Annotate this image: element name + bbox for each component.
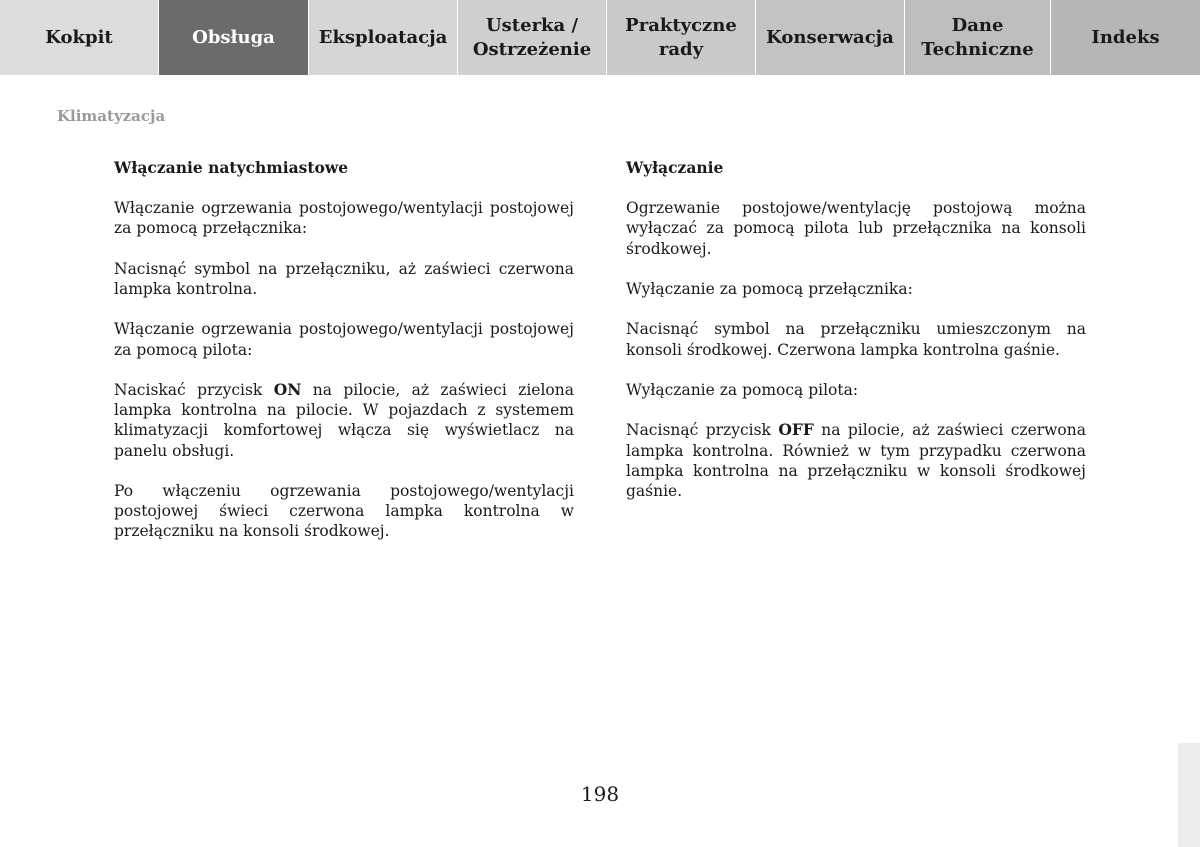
paragraph: Ogrzewanie postojowe/wentylację postojową można wyłączać za pomocą pilota lub przełącznika na konsoli środkowej. bbox=[626, 199, 1086, 258]
heading-wlaczanie-natychmiastowe: Włączanie natychmiastowe bbox=[114, 158, 349, 177]
button-name-on: ON bbox=[273, 379, 302, 399]
button-name-off: OFF bbox=[778, 420, 814, 440]
text: Naciskać przycisk bbox=[114, 380, 274, 399]
chapter-tab-bar bbox=[0, 0, 1200, 75]
paragraph: Wyłączanie za pomocą przełącznika: bbox=[626, 280, 913, 298]
page-number: 198 bbox=[580, 782, 620, 806]
left-column bbox=[114, 158, 574, 562]
paragraph: Nacisnąć symbol na przełączniku umieszczonym na konsoli środkowej. Czerwona lampka kontrolna gaśnie. bbox=[626, 320, 1086, 359]
paragraph bbox=[114, 380, 574, 461]
tab-indeks[interactable] bbox=[1051, 0, 1200, 75]
tab-label: Kokpit bbox=[45, 26, 113, 48]
text: Nacisnąć przycisk bbox=[626, 421, 779, 440]
tab-label: Usterka / Ostrzeżenie bbox=[472, 14, 592, 60]
tab-usterka-ostrzezenie[interactable] bbox=[458, 0, 607, 75]
tab-praktyczne-rady[interactable] bbox=[607, 0, 756, 75]
tab-konserwacja[interactable] bbox=[756, 0, 905, 75]
tab-eksploatacja[interactable] bbox=[309, 0, 458, 75]
paragraph: Włączanie ogrzewania postojowego/wentylacji postojowej za pomocą przełącznika: bbox=[114, 199, 574, 238]
paragraph: Po włączeniu ogrzewania postojowego/wentylacji postojowej świeci czerwona lampka kontrolna w przełączniku na konsoli środkowej. bbox=[114, 481, 574, 541]
paragraph: Nacisnąć symbol na przełączniku, aż zaświeci czerwona lampka kontrolna. bbox=[114, 259, 574, 298]
tab-label: Praktyczne rady bbox=[625, 14, 737, 60]
paragraph: Wyłączanie za pomocą pilota: bbox=[626, 380, 859, 399]
tab-obsluga[interactable] bbox=[159, 0, 309, 75]
tab-kokpit[interactable] bbox=[0, 0, 159, 75]
section-label: Klimatyzacja bbox=[57, 107, 166, 125]
tab-dane-techniczne[interactable] bbox=[905, 0, 1051, 75]
tab-label: Indeks bbox=[1091, 26, 1160, 48]
tab-label: Konserwacja bbox=[766, 26, 894, 48]
right-column bbox=[626, 158, 1086, 521]
tab-label: Obsługa bbox=[192, 26, 275, 48]
heading-wylaczanie: Wyłączanie bbox=[626, 158, 724, 177]
tab-label: Dane Techniczne bbox=[921, 14, 1034, 60]
page-edge-marker bbox=[1178, 743, 1200, 847]
paragraph bbox=[626, 420, 1086, 501]
text: na pilocie, aż zaświeci zielona lampka kontrolna na pilocie. W pojazdach z systemem klimatyzacji komfortowej włącza się wyświetlacz na panelu obsługi. bbox=[114, 380, 574, 460]
paragraph: Włączanie ogrzewania postojowego/wentylacji postojowej za pomocą pilota: bbox=[114, 320, 574, 359]
tab-label: Eksploatacja bbox=[318, 26, 448, 48]
text: na pilocie, aż zaświeci czerwona lampka kontrolna. Również w tym przypadku czerwona lampka kontrolna na przełączniku w konsoli środkowej gaśnie. bbox=[626, 421, 1086, 500]
